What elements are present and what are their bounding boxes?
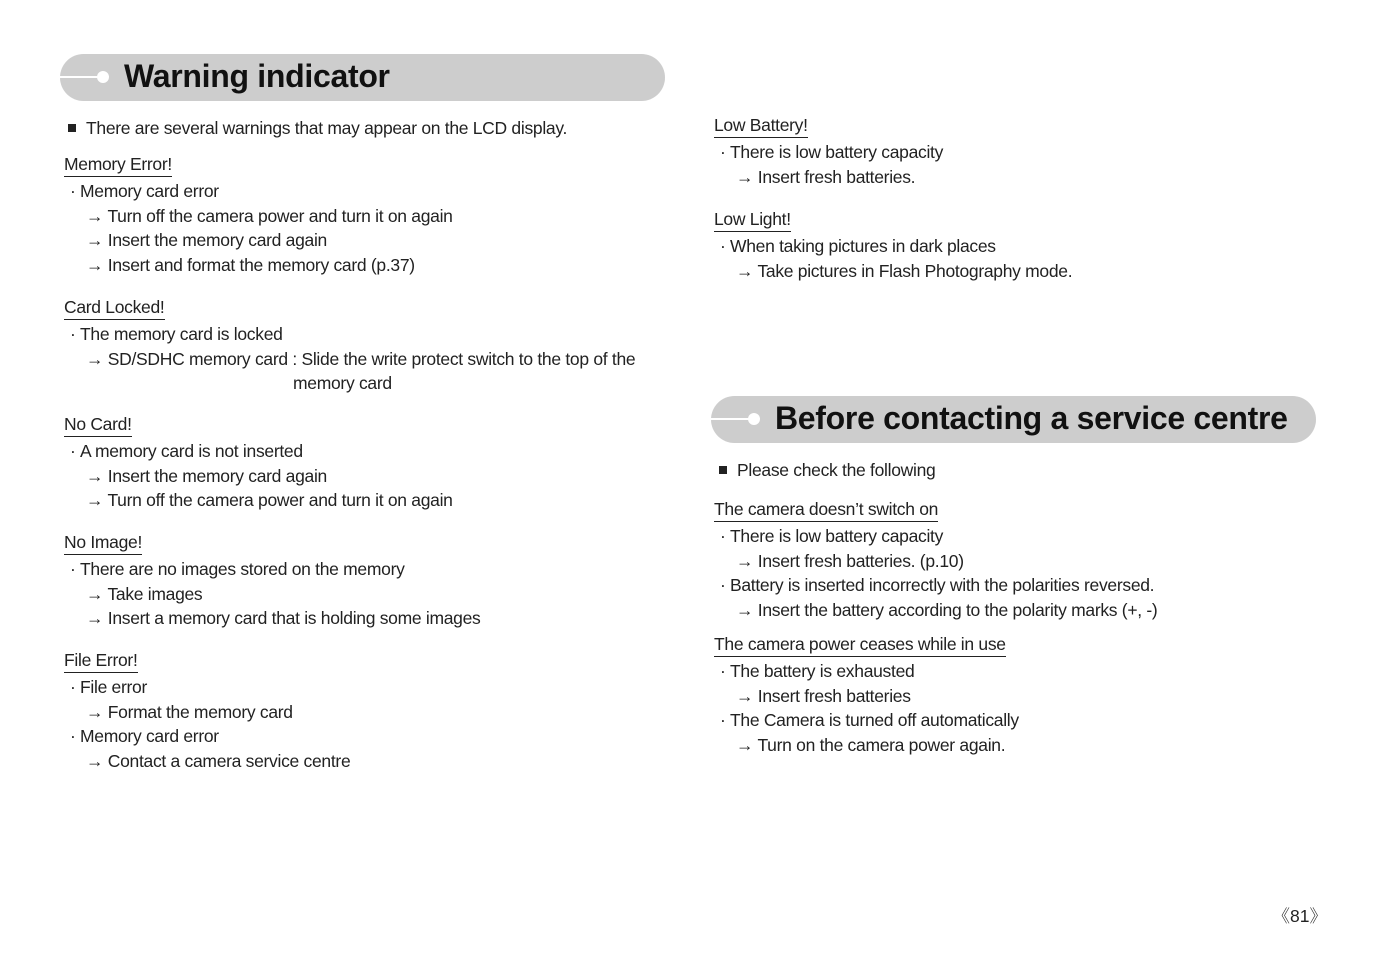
banner-line-decoration <box>60 76 100 78</box>
section-low-light <box>714 209 1072 283</box>
list-item: · Memory card error <box>64 179 453 204</box>
warning-indicator-banner <box>60 54 665 101</box>
list-item: → Turn off the camera power and turn it on again <box>86 205 453 226</box>
list-item: → Take images <box>86 583 203 604</box>
section-memory-error <box>64 154 453 277</box>
list-item: → Turn on the camera power again. <box>736 734 1006 755</box>
list-item: · Memory card error <box>64 724 350 749</box>
intro-text <box>68 118 567 139</box>
section-heading: No Card! <box>64 414 132 437</box>
list-item: · File error <box>64 675 350 700</box>
list-item: → Insert the memory card again <box>86 230 327 251</box>
list-item: memory card <box>293 373 392 394</box>
section-camera-no-switch-on <box>714 499 1157 622</box>
list-item: → Turn off the camera power and turn it on again <box>86 490 453 511</box>
dot-bullet: · <box>720 236 726 256</box>
list-item: · There are no images stored on the memory <box>64 557 480 582</box>
section-heading: Low Battery! <box>714 115 808 138</box>
dot-bullet: · <box>720 526 726 546</box>
list-item: → Insert fresh batteries <box>736 685 911 706</box>
list-item: → SD/SDHC memory card : Slide the write protect switch to the top of the <box>86 348 636 369</box>
list-item: → Format the memory card <box>86 701 293 722</box>
list-item: · There is low battery capacity <box>714 140 943 165</box>
banner-dot-icon <box>748 413 760 425</box>
section-card-locked <box>64 297 635 396</box>
square-bullet-icon <box>719 466 727 474</box>
list-item: → Insert fresh batteries. <box>736 166 916 187</box>
banner-line-decoration <box>711 418 751 420</box>
list-item: · The memory card is locked <box>64 322 635 347</box>
square-bullet-icon <box>68 124 76 132</box>
page-number: 《81》 <box>1272 906 1327 926</box>
section-power-ceases <box>714 634 1019 757</box>
list-item: · Battery is inserted incorrectly with the polarities reversed. <box>714 573 1157 598</box>
dot-bullet: · <box>720 575 726 596</box>
intro-label: Please check the following <box>737 460 936 480</box>
section-heading: No Image! <box>64 532 142 555</box>
section-heading: The camera doesn’t switch on <box>714 499 938 522</box>
intro-label: There are several warnings that may appear on the LCD display. <box>86 118 568 138</box>
section-heading: File Error! <box>64 650 138 673</box>
list-item: → Insert a memory card that is holding some images <box>86 608 481 629</box>
dot-bullet: · <box>70 559 76 579</box>
dot-bullet: · <box>70 441 76 461</box>
list-item: · There is low battery capacity <box>714 524 1157 549</box>
dot-bullet: · <box>720 142 726 162</box>
list-item: · The battery is exhausted <box>714 659 1019 684</box>
list-item: · The Camera is turned off automatically <box>714 708 1019 733</box>
list-item: · When taking pictures in dark places <box>714 234 1072 259</box>
right-column <box>690 0 1381 954</box>
section-heading: Memory Error! <box>64 154 172 177</box>
list-item: → Insert the battery according to the polarity marks (+, -) <box>736 599 1158 620</box>
dot-bullet: · <box>70 324 76 344</box>
section-no-card <box>64 414 453 513</box>
section-file-error <box>64 650 350 773</box>
section-heading: The camera power ceases while in use <box>714 634 1006 657</box>
list-item: · A memory card is not inserted <box>64 439 453 464</box>
dot-bullet: · <box>720 661 726 681</box>
banner-dot-icon <box>97 71 109 83</box>
left-column <box>0 0 690 954</box>
service-centre-banner <box>711 396 1316 443</box>
section-low-battery <box>714 115 943 189</box>
list-item: → Contact a camera service centre <box>86 750 351 771</box>
dot-bullet: · <box>70 677 76 697</box>
list-item: → Insert fresh batteries. (p.10) <box>736 550 964 571</box>
dot-bullet: · <box>720 710 726 731</box>
section-no-image <box>64 532 480 631</box>
list-item: → Insert the memory card again <box>86 465 327 486</box>
list-item: → Insert and format the memory card (p.37) <box>86 254 415 275</box>
dot-bullet: · <box>70 726 76 747</box>
page-title: Warning indicator <box>124 58 390 94</box>
dot-bullet: · <box>70 181 76 201</box>
service-intro-text <box>719 460 935 481</box>
section-heading: Low Light! <box>714 209 791 232</box>
list-item: → Take pictures in Flash Photography mode. <box>736 260 1073 281</box>
section-title: Before contacting a service centre <box>775 400 1288 436</box>
section-heading: Card Locked! <box>64 297 165 320</box>
